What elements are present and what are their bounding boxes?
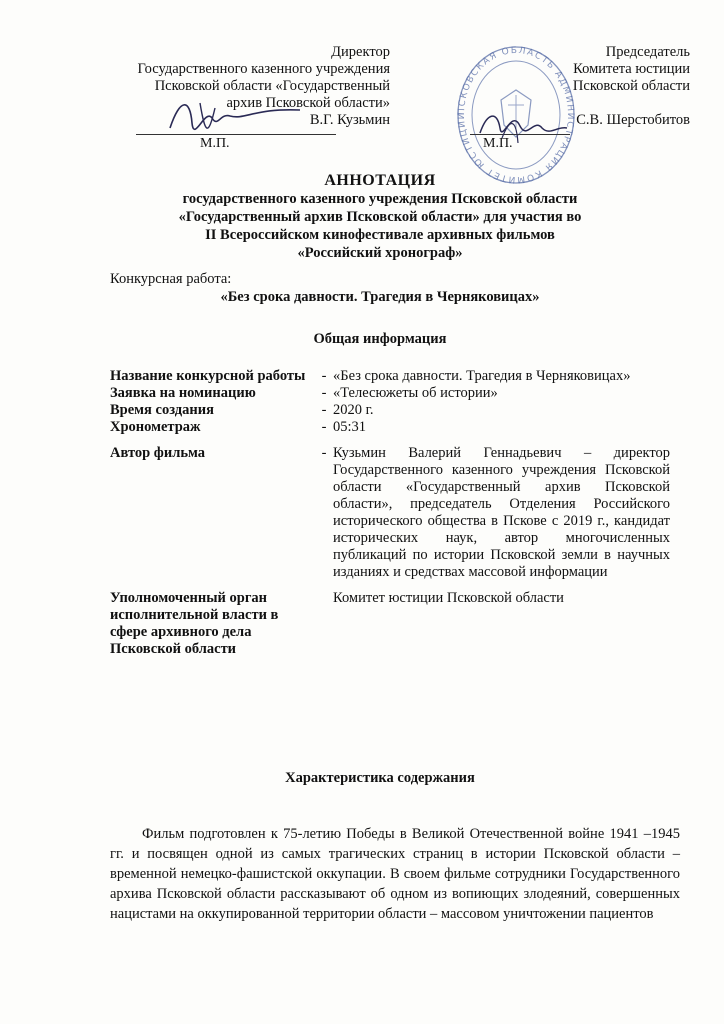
- table-row: [110, 402, 670, 419]
- row-value: 05:31: [333, 419, 367, 435]
- row-key: Автор фильма: [110, 445, 206, 461]
- row-dash: -: [321, 419, 327, 435]
- stamp-placeholder-left: М.П.: [200, 136, 230, 151]
- row-key: Время создания: [110, 402, 214, 418]
- general-info-table: [110, 368, 670, 658]
- title-line: «Государственный архив Псковской области» для участия во: [178, 209, 582, 225]
- signatory-title-line: Псковской области: [572, 78, 690, 94]
- title-main: АННОТАЦИЯ: [324, 172, 436, 189]
- title-line: II Всероссийском кинофестивале архивных фильмов: [205, 227, 555, 243]
- signatory-title-line: архив Псковской области»: [226, 95, 390, 111]
- signatory-title-line: Председатель: [605, 44, 690, 60]
- title-line: «Российский хронограф»: [297, 245, 463, 261]
- row-value: Комитет юстиции Псковской области: [333, 590, 564, 606]
- row-key: Уполномоченный орган исполнительной власти в сфере архивного дела Псковской области: [110, 590, 279, 657]
- table-row: [110, 385, 670, 402]
- row-dash: [315, 590, 333, 658]
- seal-text: ПСКОВСКАЯ ОБЛАСТЬ АДМИНИСТРАЦИЯ КОМИТЕТ ЮСТИЦИИ: [456, 45, 576, 185]
- signatory-name: С.В. Шерстобитов: [576, 112, 690, 128]
- row-value: Кузьмин Валерий Геннадьевич – директор Государственного казенного учреждения Псковской области «Государственный архив Псковской области», председатель Отделения Российского исторического общества в Пскове с 2019 г., кандидат исторических наук, автор многочисленных публикаций по истории Псковской земли в научных изданиях и средствах массовой информации: [333, 445, 670, 580]
- section-heading-content: Характеристика содержания: [285, 770, 475, 786]
- content-paragraph: Фильм подготовлен к 75-летию Победы в Великой Отечественной войне 1941 –1945 гг. и посвящен одной из самых трагических страниц в истории Псковской области – временной немецко-фашистской оккупации. В своем фильме сотрудники Государственного архива Псковской области рассказывают об одном из вопиющих злодеяний, совершенных нацистами на оккупированной территории области – массовом уничтожении пациентов: [110, 826, 680, 922]
- signatory-title-line: Псковской области «Государственный: [154, 78, 390, 94]
- row-value: «Без срока давности. Трагедия в Черняковицах»: [333, 368, 631, 384]
- contest-label: Конкурсная работа:: [110, 271, 232, 287]
- signatory-title-line: Государственного казенного учреждения: [137, 61, 390, 77]
- row-value: «Телесюжеты об истории»: [333, 385, 498, 401]
- row-key: Заявка на номинацию: [110, 385, 256, 401]
- row-dash: -: [321, 368, 327, 384]
- row-value: 2020 г.: [333, 402, 374, 418]
- handwritten-signature-left-icon: [160, 88, 310, 148]
- section-heading-general: Общая информация: [313, 331, 447, 347]
- signatory-title-line: Директор: [331, 44, 390, 60]
- signatory-title-line: Комитета юстиции: [573, 61, 690, 77]
- document-title: [60, 172, 700, 262]
- stamp-placeholder-right: М.П.: [483, 136, 513, 151]
- table-row: [110, 445, 670, 581]
- handwritten-signature-right-icon: [472, 98, 572, 153]
- row-key: Название конкурсной работы: [110, 368, 306, 384]
- table-row: [110, 419, 670, 436]
- contest-name: «Без срока давности. Трагедия в Черняковицах»: [220, 289, 540, 305]
- row-dash: -: [321, 385, 327, 401]
- row-key: Хронометраж: [110, 419, 201, 435]
- row-dash: -: [321, 402, 327, 418]
- title-line: государственного казенного учреждения Псковской области: [182, 191, 578, 207]
- table-row: [110, 590, 670, 658]
- row-dash: -: [321, 445, 327, 461]
- table-row: [110, 368, 670, 385]
- signatory-name: В.Г. Кузьмин: [309, 112, 390, 128]
